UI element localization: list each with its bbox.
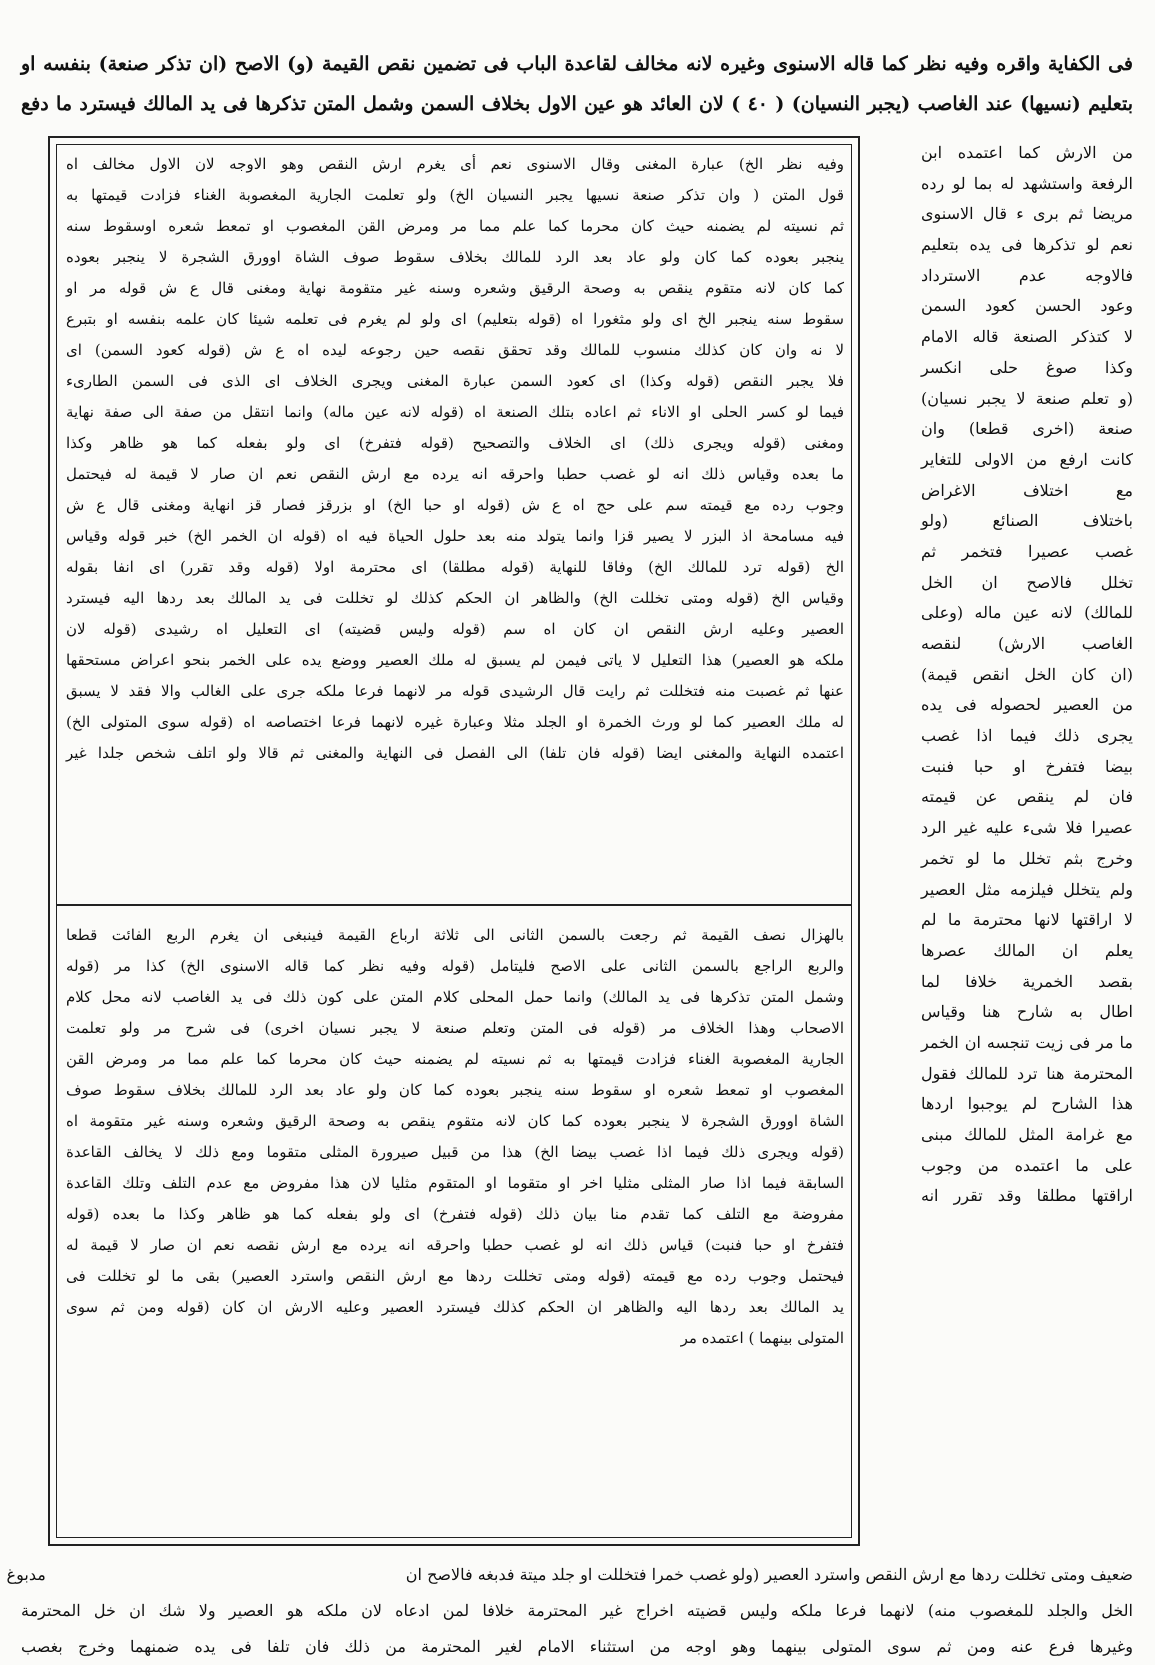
text-line: ومغنى (قوله ويجرى ذلك) اى الخلاف والتصحيح (قوله فتفرخ) اى ولو بفعله كما هو ظاهر وكذا — [66, 434, 844, 452]
text-line: وفيه نظر الخ) عبارة المغنى وقال الاسنوى نعم أى يغرم ارش النقص وهو الاوجه لان الاول مخالف اه — [66, 155, 844, 173]
side-column-text — [921, 138, 1133, 1212]
text-line: مفروضة مع التلف كما تقدم منا بيان ذلك (قوله فتفرخ) اى ولو بفعله كما هو ظاهر وكذا ما بعده (قوله — [66, 1205, 844, 1223]
text-line: (ان كان الخل انقص قيمة) — [921, 664, 1133, 684]
text-line: بيضا فتفرخ او حبا فنبت — [921, 756, 1133, 776]
text-line: عنها ثم غصبت منه فتخللت ثم رايت قال الرشيدى قوله مر لانهما فرعا ملكه جرى على الغالب والا فقد لا يسبق — [66, 682, 844, 700]
text-line: بالهزال نصف القيمة ثم رجعت بالسمن الثانى الى ثلاثة ارباع القيمة فينبغى ان يغرم الربع الفائت قطعا — [66, 926, 844, 944]
text-line: الرفعة واستشهد له بما لو رده — [921, 173, 1133, 193]
text-line: فلا يجبر النقص (قوله وكذا) اى كعود السمن عبارة المغنى ويجرى الخلاف اى الذى فى السمن الطارىء — [66, 372, 844, 390]
text-line: باختلاف الصنائع (ولو — [921, 511, 1133, 531]
text-line: السابقة فيما اذا صار المثلى مثليا اخر او متقوما او المتقوم مثليا لان هذا مفروض مع عدم التلف وتلك القاعدة — [66, 1174, 844, 1192]
text-line: (و تعلم صنعة لا يجبر نسيان) — [921, 388, 1133, 408]
text-line: لا نه وان كان كذلك منسوب للمالك وقد تحقق نقصه حين رجوعه ليده اه ع ش (قوله كعود السمن) اى — [66, 341, 844, 359]
text-line: اطال به شارح هنا وقياس — [921, 1002, 1133, 1022]
text-line: فيحتمل وجوب رده مع قيمته (قوله ومتى تخللت ردها مع ارش النقص واسترد العصير) بقى ما لو تخللت فى — [66, 1267, 844, 1285]
text-line — [6, 1557, 1133, 1593]
text-line: الجارية المغصوبة الغناء فزادت قيمتها به ثم نسيته لم يضمنه حيث كان محرما كما علم مما مر ومرض القن — [66, 1050, 844, 1068]
text-line: لا اراقتها لانها محترمة ما لم — [921, 910, 1133, 930]
text-line: هذا الشارح لم يوجبوا اردها — [921, 1094, 1133, 1114]
commentary-divider — [56, 904, 852, 906]
text-line: يد المالك بعد ردها اليه والظاهر ان الحكم كذلك فيسترد العصير وعليه الارش ان كان (قوله ومن ثم سوى — [66, 1298, 844, 1316]
text-line: نعم لو تذكرها فى يده بتعليم — [921, 235, 1133, 255]
text-line: كما كان لانه متقوم ينقص به وصحة الرقيق وشعره وسنه غير متقومة نهاية ومغنى قال ع ش قوله مر او — [66, 279, 844, 297]
text-line: لا كتذكر الصنعة قاله الامام — [921, 327, 1133, 347]
text-line: مريضا ثم برى ء قال الاسنوى — [921, 204, 1133, 224]
text-line: سقوط سنه ينجبر الخ اى ولو مثغورا اه (قوله بتعليم) اى ولو لم يغرم فى تعلمه شيئا كان علمه بنفسه او بتبرع — [66, 310, 844, 328]
text-line: فتفرخ او حبا فنبت) قياس ذلك انه لو غصب حطبا واحرقه انه يرده مع ارش نقصه نعم ان صار لا قيمة له — [66, 1236, 844, 1254]
text-line: ينجبر بعوده كما كان ولو عاد بعد الرد للمالك بخلاف سقوط صوف الشاة اوورق الشجرة لا ينجبر بعوده — [66, 248, 844, 266]
text-line: المتولى بينهما ) اعتمده مر — [680, 1329, 844, 1347]
text-line: تخلل فالاصح ان الخل — [921, 572, 1133, 592]
text-line: فان لم ينقص عن قيمته — [921, 787, 1133, 807]
bottom-main-text — [6, 1557, 1133, 1665]
text-line: وخرج بثم تخلل ما لو تخمر — [921, 848, 1133, 868]
text-line: اعتمده النهاية والمغنى ايضا (قوله فان تلفا) الى الفصل فى النهاية والمغنى ثم قالا ولو اتلف شخص جلدا غير — [66, 744, 844, 762]
text-line: على ما اعتمده من وجوب — [921, 1155, 1133, 1175]
commentary-box-upper — [66, 149, 844, 769]
text-line: مع اختلاف الاغراض — [921, 480, 1133, 500]
text-line: وكذا صوغ حلى انكسر — [921, 357, 1133, 377]
text-line: وغيرها فرع عنه ومن ثم سوى المتولى بينهما وهو اوجه من استثناء الامام لغير المحترمة من ذلك فان تلفا فى يده ضمنهما وخرج بغصب — [21, 1637, 1133, 1656]
text-line: اراقتها مطلقا وقد تقرر انه — [921, 1186, 1133, 1206]
text-line: فيما لو كسر الحلى او الاناء ثم اعاده بتلك الصنعة اه (قوله لانه عين ماله) وانما انتقل من صفة الى صفة نهاية — [66, 403, 844, 421]
text-line: من الارش كما اعتمده ابن — [921, 143, 1133, 162]
commentary-box-lower — [66, 920, 844, 1354]
text-line: للمالك) لانه عين ماله (وعلى — [921, 603, 1133, 623]
text-line: وقياس الخ (قوله ومتى تخللت الخ) والظاهر ان الحكم كذلك لو تخللت فى يد المالك بعد ردها اليه فيسترد — [66, 589, 844, 607]
text-segment: ضعيف ومتى تخللت ردها مع ارش النقص واسترد العصير (ولو غصب خمرا فتخللت او جلد ميتة فدبغه فالاصح ان — [405, 1565, 1133, 1584]
text-line: يعلم ان المالك عصرها — [921, 940, 1133, 960]
text-line: (قوله ويجرى ذلك فيما اذا غصب بيضا الخ) هذا من قبيل صيرورة المثلى متقوما ومع ذلك لا يخالف القاعدة — [66, 1143, 844, 1161]
text-line: المحترمة هنا ترد للمالك فقول — [921, 1063, 1133, 1083]
text-line: العصير وعليه ارش النقص ان كان اه سم (قوله وليس قضيته) اى التعليل اه رشيدى (قوله لان — [66, 620, 844, 638]
text-line: فالاوجه عدم الاسترداد — [921, 265, 1133, 285]
text-line: غصب عصيرا فتخمر ثم — [921, 541, 1133, 561]
text-line: الشاة اوورق الشجرة لا ينجبر بعوده كما كان لانه متقوم ينقص به وصحة الرقيق وشعره وسنه غير متقومة اه — [66, 1112, 844, 1130]
text-line: يجرى ذلك فيما اذا غصب — [921, 726, 1133, 746]
text-line: من العصير لحصوله فى يده — [921, 695, 1133, 715]
text-line: ولم يتخلل فيلزمه مثل العصير — [921, 879, 1133, 899]
text-line: والربع الراجع بالسمن الثانى على الاصح فليتامل (قوله وفيه نظر كما قاله الاسنوى الخ) كذا مر (قوله — [66, 957, 844, 975]
text-segment: مدبوغ — [6, 1565, 46, 1584]
text-line: الخل والجلد للمغصوب منه) لانهما فرعا ملكه وليس قضيته اخراج غير المحترمة خلافا لمن ادعاه لان ملكه هو العصير ولا شك ان خل المحترمة — [21, 1601, 1133, 1620]
text-line: وشمل المتن تذكرها فى يد المالك) وانما حمل المحلى كلام المتن على كون ذلك فى يد الغاصب لانه محل كلام — [66, 988, 844, 1006]
text-line: وعود الحسن كعود السمن — [921, 296, 1133, 316]
text-line: ما بعده وقياس ذلك انه لو غصب حطبا واحرقه انه يرده مع ارش النقص نعم ان صار لا قيمة له فيحتمل — [66, 465, 844, 483]
top-main-text — [21, 44, 1133, 124]
text-line: مع غرامة المثل للمالك مبنى — [921, 1125, 1133, 1144]
text-line: ملكه هو العصير) هذا التعليل لا ياتى فيمن لم يسبق له ملك العصير ووضع يده على الخمر بنحو اعراض مستحقها — [66, 651, 844, 669]
text-line: وجوب رده مع قيمته سم على حج اه ع ش (قوله او حبا الخ) او بزرقز فصار قز انهاية ومغنى قال ع ش — [66, 496, 844, 514]
text-line: قول المتن ( وان تذكر صنعة نسيها يجبر النسيان الخ) ولو تعلمت الجارية المغصوبة الغناء فزادت قيمتها به — [66, 186, 844, 204]
text-line: عصيرا فلا شىء عليه غير الرد — [921, 818, 1133, 838]
text-line: ما مر فى زيت تنجسه ان الخمر — [921, 1032, 1133, 1052]
text-line: له ملك العصير كما لو ورث الخمرة او الجلد مثلا وعبارة غيره لانهما فرعا اختصاصه اه (قوله سوى المتولى الخ) — [66, 713, 844, 731]
text-line: الاصحاب وهذا الخلاف مر (قوله فى المتن وتعلم صنعة لا يجبر نسيان اخرى) فى شرح مر ولو تعلمت — [66, 1019, 844, 1037]
text-line: فيه مسامحة اذ البزر لا يصير قزا وانما يتولد منه بعد حلول الحياة فيه اه (قوله ان الخمر الخ) خبر قوله وقياس — [66, 527, 844, 545]
text-line: المغصوب او تمعط شعره او سقوط سنه ينجبر بعوده كما كان ولو عاد بعد الرد للمالك بخلاف سقوط صوف — [66, 1081, 844, 1099]
text-line: الغاصب الارش) لنقصه — [921, 634, 1133, 653]
text-line: الخ (قوله ترد للمالك الخ) وفاقا للنهاية (قوله مطلقا) اى محترمة اولا (قوله وقد تقرر) اى انفا بقوله — [66, 558, 844, 576]
text-line: بقصد الخمرية خلافا لما — [921, 971, 1133, 991]
text-line: فى الكفاية واقره وفيه نظر كما قاله الاسنوى وغيره لانه مخالف لقاعدة الباب فى تضمين نقص القيمة (و) الاصح (ان تذكر صنعة) بنفسه او — [21, 53, 1133, 75]
text-line: كانت ارفع من الاولى للتغاير — [921, 449, 1133, 469]
text-line: ثم نسيته لم يضمنه حيث كان محرما كما علم مما مر ومرض القن المغصوب او تمعط شعره اوسقوط سنه — [66, 217, 844, 235]
text-line: بتعليم (نسيها) عند الغاصب (يجبر النسيان) ( ٤٠ ) لان العائد هو عين الاول بخلاف السمن وشمل المتن تذكرها فى يد المالك فيسترد ما دفع — [21, 93, 1133, 115]
text-line: صنعة (اخرى قطعا) وان — [921, 419, 1133, 439]
